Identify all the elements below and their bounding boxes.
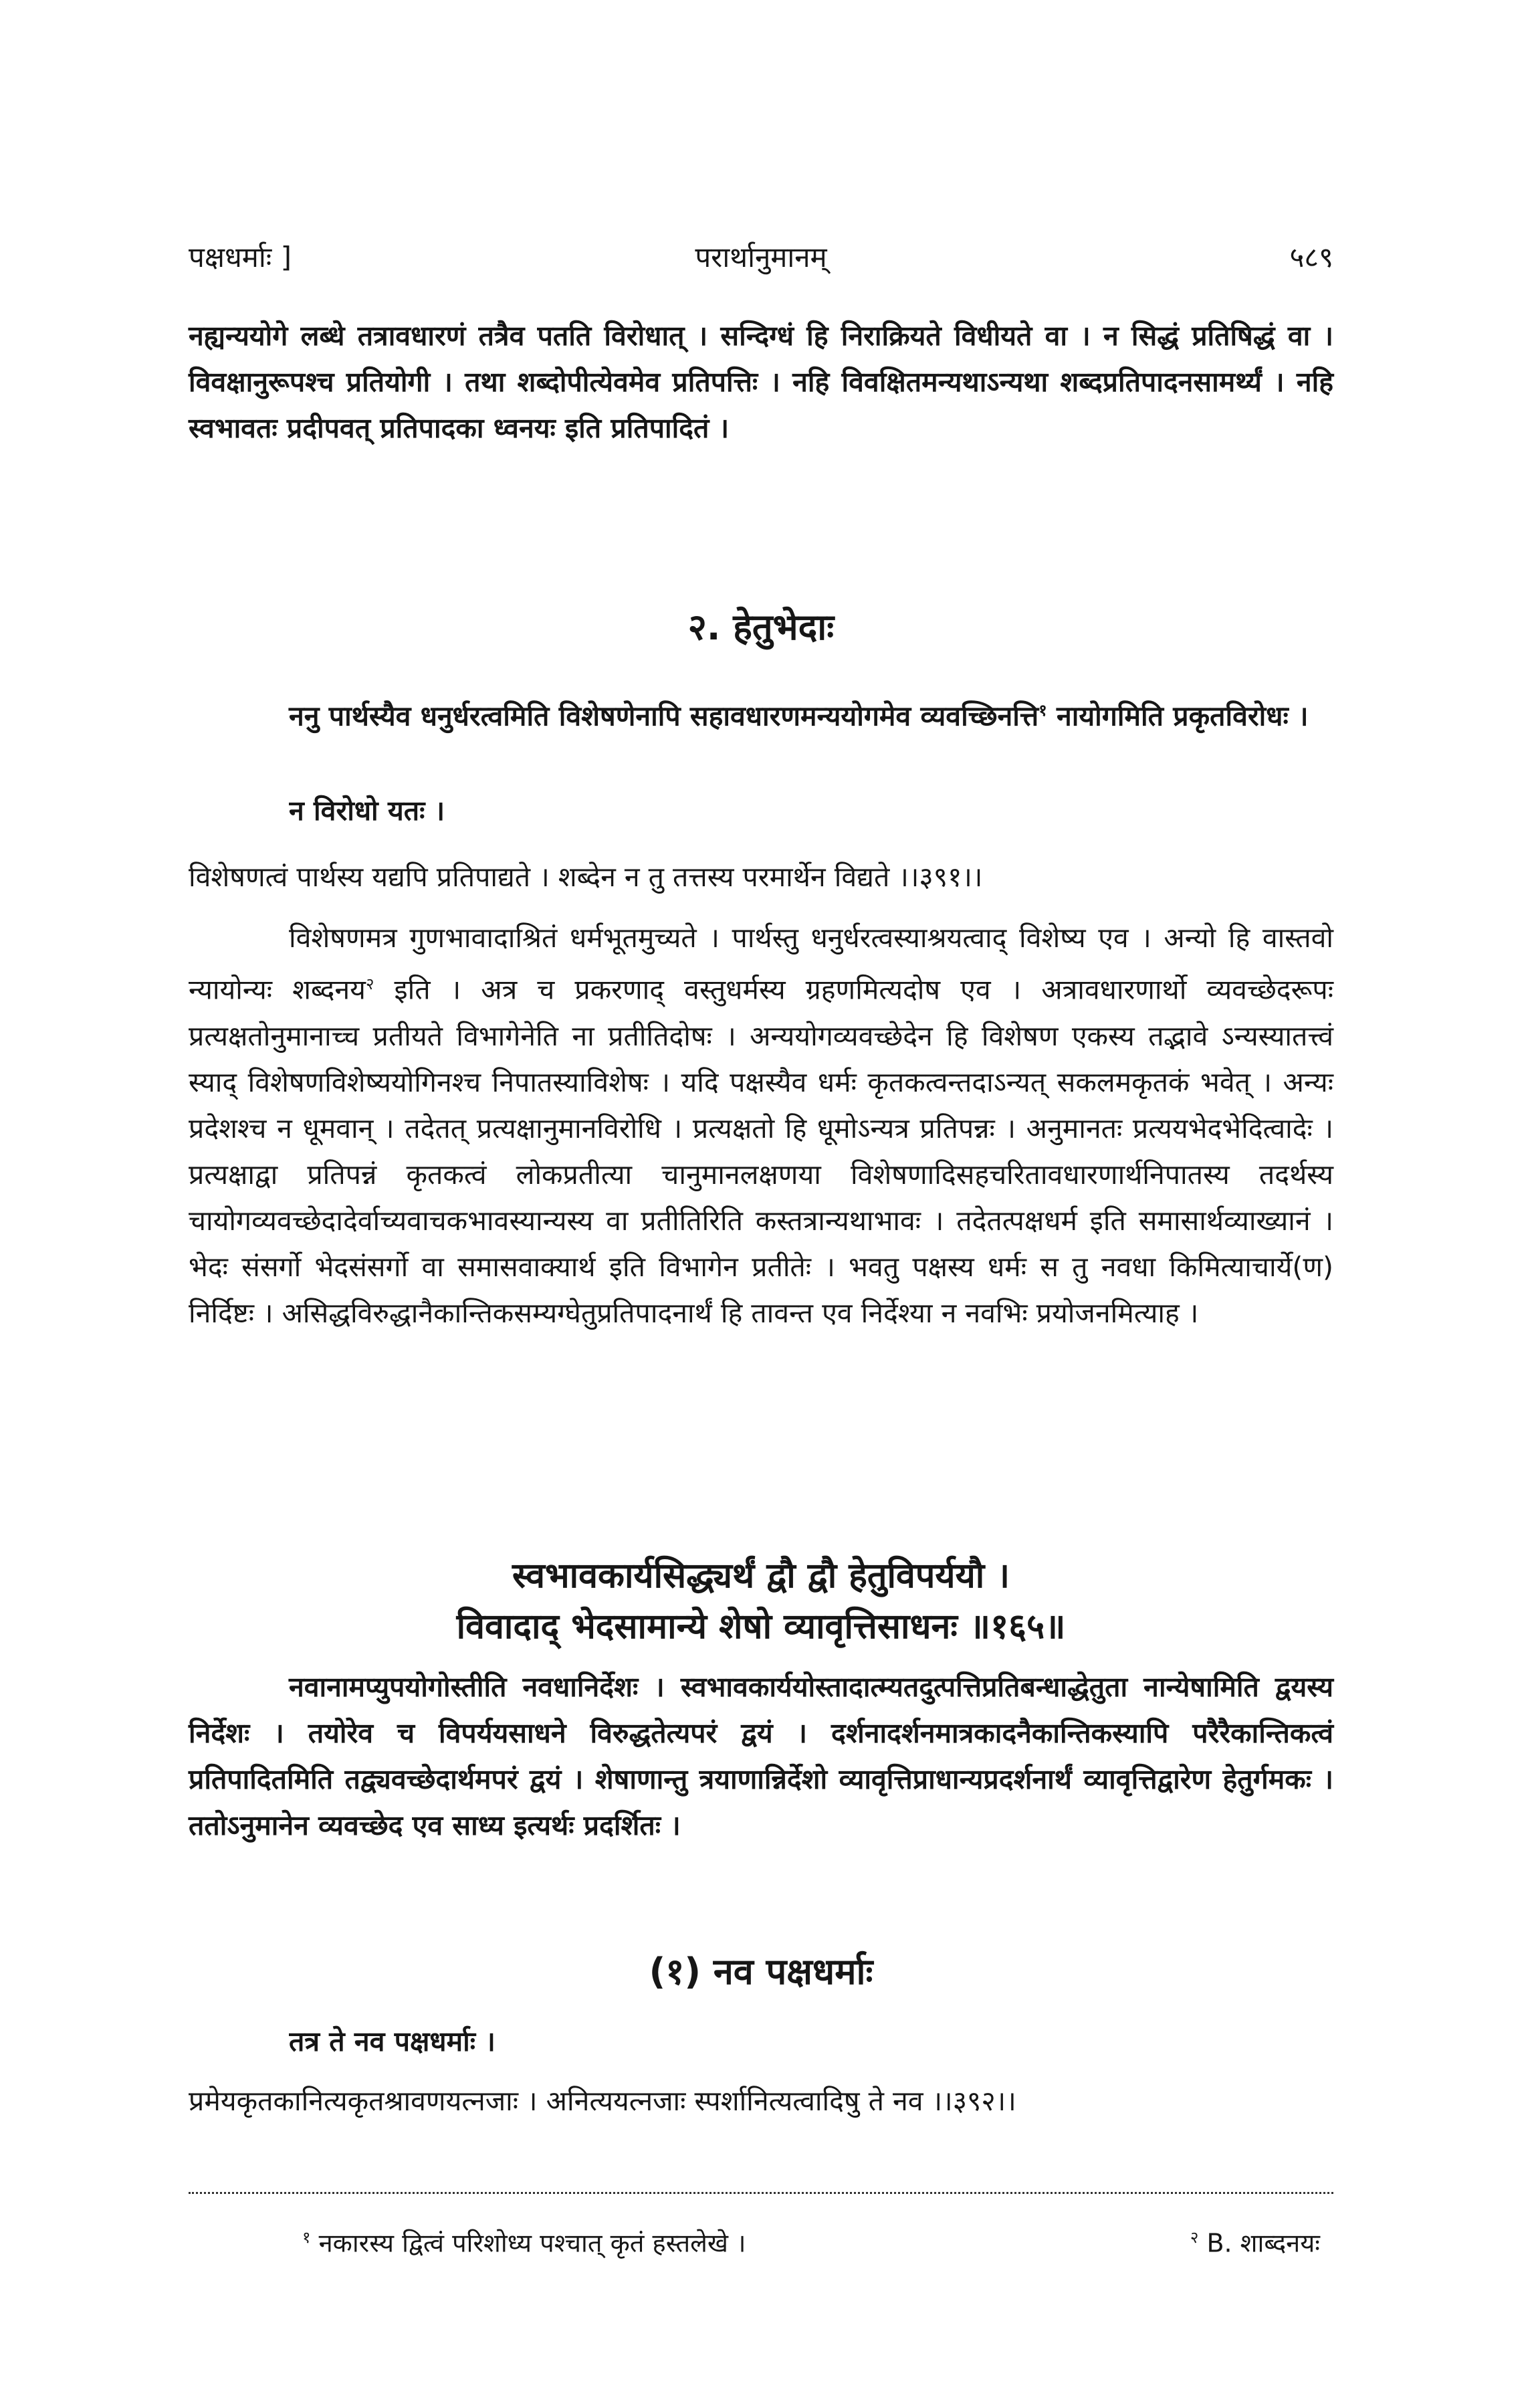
footnote-2 [1190, 2214, 1320, 2267]
subsection-heading-nava-pakshadharmah: (१) नव पक्षधर्माः [649, 1950, 873, 1993]
footnote-ref-1: १ [1038, 701, 1047, 720]
objection-text: ननु पार्थस्यैव धनुर्धरत्वमिति विशेषणेनापि सहावधारणमन्ययोगमेव व्यवच्छिनत्ति [289, 700, 1039, 732]
footnote-1-mark: १ [302, 2228, 311, 2247]
footnote-1-text: नकारस्य द्वित्वं परिशोध्य पश्चात् कृतं हस्तलेखे । [310, 2228, 746, 2258]
header-chapter-title: परार्थानुमानम् [695, 241, 827, 274]
page-number: ५८९ [1289, 241, 1333, 274]
objection-text-end: नायोगमिति प्रकृतविरोधः । [1047, 700, 1309, 732]
section-heading-hetubheda: २. हेतुभेदाः [687, 606, 835, 648]
verse-392: प्रमेयकृतकानित्यकृतश्रावणयत्नजाः । अनित्ययत्नजाः स्पर्शानित्यत्वादिषु ते नव ।।३९२।। [189, 2085, 1016, 2117]
header-section-title: पक्षधर्माः ] [189, 241, 292, 274]
reply-line: न विरोधो यतः । [289, 795, 445, 827]
intro-paragraph: नह्यन्ययोगे लब्धे तत्रावधारणं तत्रैव पतति विरोधात् । सन्दिग्धं हि निराक्रियते विधीयते वा । न सिद्धं प्रतिषिद्धं वा । विवक्षानुरूपश्च प्रतियोगी । तथा शब्दोपीत्येवमेव प्रतिपत्तिः । नहि विवक्षितमन्यथाऽन्यथा शब्दप्रतिपादनसामर्थ्यं । नहि स्वभावतः प्रदीपवत् प्रतिपादका ध्वनयः इति प्रतिपादितं । [189, 320, 1333, 444]
footnote-2-mark: २ [1190, 2228, 1199, 2247]
footnote-1 [302, 2214, 746, 2267]
verse-165-line-2: विवादाद् भेदसामान्ये शेषो व्यावृत्तिसाधनः ॥१६५॥ [456, 1607, 1066, 1647]
commentary-text-b: इति । अत्र च प्रकरणाद् वस्तुधर्मस्य ग्रहणमित्यदोष एव । अत्रावधारणार्थो व्यवच्छेदरूपः प्रत्यक्षतोनुमानाच्च प्रतीयते विभागेनेति ना प्रतीतिदोषः । अन्ययोगव्यवच्छेदेन हि विशेषण एकस्य तद्भावे ऽन्यस्यातत्त्वं स्याद् विशेषणविशेष्ययोगिनश्च निपातस्याविशेषः । यदि पक्षस्यैव धर्मः कृतकत्वन्तदाऽन्यत् सकलमकृतकं भवेत् । अन्यः प्रदेशश्च न धूमवान् । तदेतत् प्रत्यक्षानुमानविरोधि । प्रत्यक्षतो हि धूमोऽन्यत्र प्रतिपन्नः । अनुमानतः प्रत्ययभेदभेदित्वादेः । प्रत्यक्षाद्वा प्रतिपन्नं कृतकत्वं लोकप्रतीत्या चानुमानलक्षणया विशेषणादिसहचरितावधारणार्थनिपातस्य तदर्थस्य चायोगव्यवच्छेदादेर्वाच्यवाचकभावस्यान्यस्य वा प्रतीतिरिति कस्तत्रान्यथाभावः । तदेतत्पक्षधर्म इति समासार्थव्याख्यानं । भेदः संसर्गो भेदसंसर्गो वा समासवाक्यार्थ इति विभागेन प्रतीतेः । भवतु पक्षस्य धर्मः स तु नवधा किमित्याचार्ये(ण) निर्दिष्टः । असिद्धविरुद्धानैकान्तिकसम्यग्घेतुप्रतिपादनार्थं हि तावन्त एव निर्देश्या न नवभिः प्रयोजनमित्याह । [189, 973, 1334, 1329]
subsection-intro: तत्र ते नव पक्षधर्माः । [289, 2025, 496, 2058]
commentary-paragraph-1 [189, 915, 1333, 1336]
running-header [189, 231, 1333, 284]
objection-paragraph [189, 688, 1333, 740]
footnote-2-text: B. शाब्दनयः [1198, 2228, 1320, 2258]
footnote-ref-2: २ [365, 975, 374, 993]
verse-165-line-1: स्वभावकार्यसिद्ध्यर्थं द्वौ द्वौ हेतुविपर्ययौ । [512, 1556, 1010, 1596]
commentary-paragraph-2: नवानामप्युपयोगोस्तीति नवधानिर्देशः । स्वभावकार्ययोस्तादात्म्यतदुत्पत्तिप्रतिबन्धाद्धेतुता नान्येषामिति द्वयस्य निर्देशः । तयोरेव च विपर्ययसाधने विरुद्धतेत्यपरं द्वयं । दर्शनादर्शनमात्रकादनैकान्तिकस्यापि परैरैकान्तिकत्वं प्रतिपादितमिति तद्व्यवच्छेदार्थमपरं द्वयं । शेषाणान्तु त्रयाणान्निर्देशो व्यावृत्तिप्राधान्यप्रदर्शनार्थं व्यावृत्तिद्वारेण हेतुर्गमकः । ततोऽनुमानेन व्यवच्छेद एव साध्य इत्यर्थः प्रदर्शितः । [189, 1671, 1333, 1841]
footnote-separator [189, 2192, 1333, 2194]
verse-391: विशेषणत्वं पार्थस्य यद्यपि प्रतिपाद्यते । शब्देन न तु तत्तस्य परमार्थेन विद्यते ।।३९१।। [189, 861, 983, 893]
footnotes [189, 2214, 1333, 2261]
commentary-text-a: विशेषणमत्र गुणभावादाश्रितं धर्मभूतमुच्यते । पार्थस्तु धनुर्धरत्वस्याश्रयत्वाद् विशेष्य एव । अन्यो हि वास्तवो न्यायोन्यः शब्दनय [189, 922, 1333, 1006]
